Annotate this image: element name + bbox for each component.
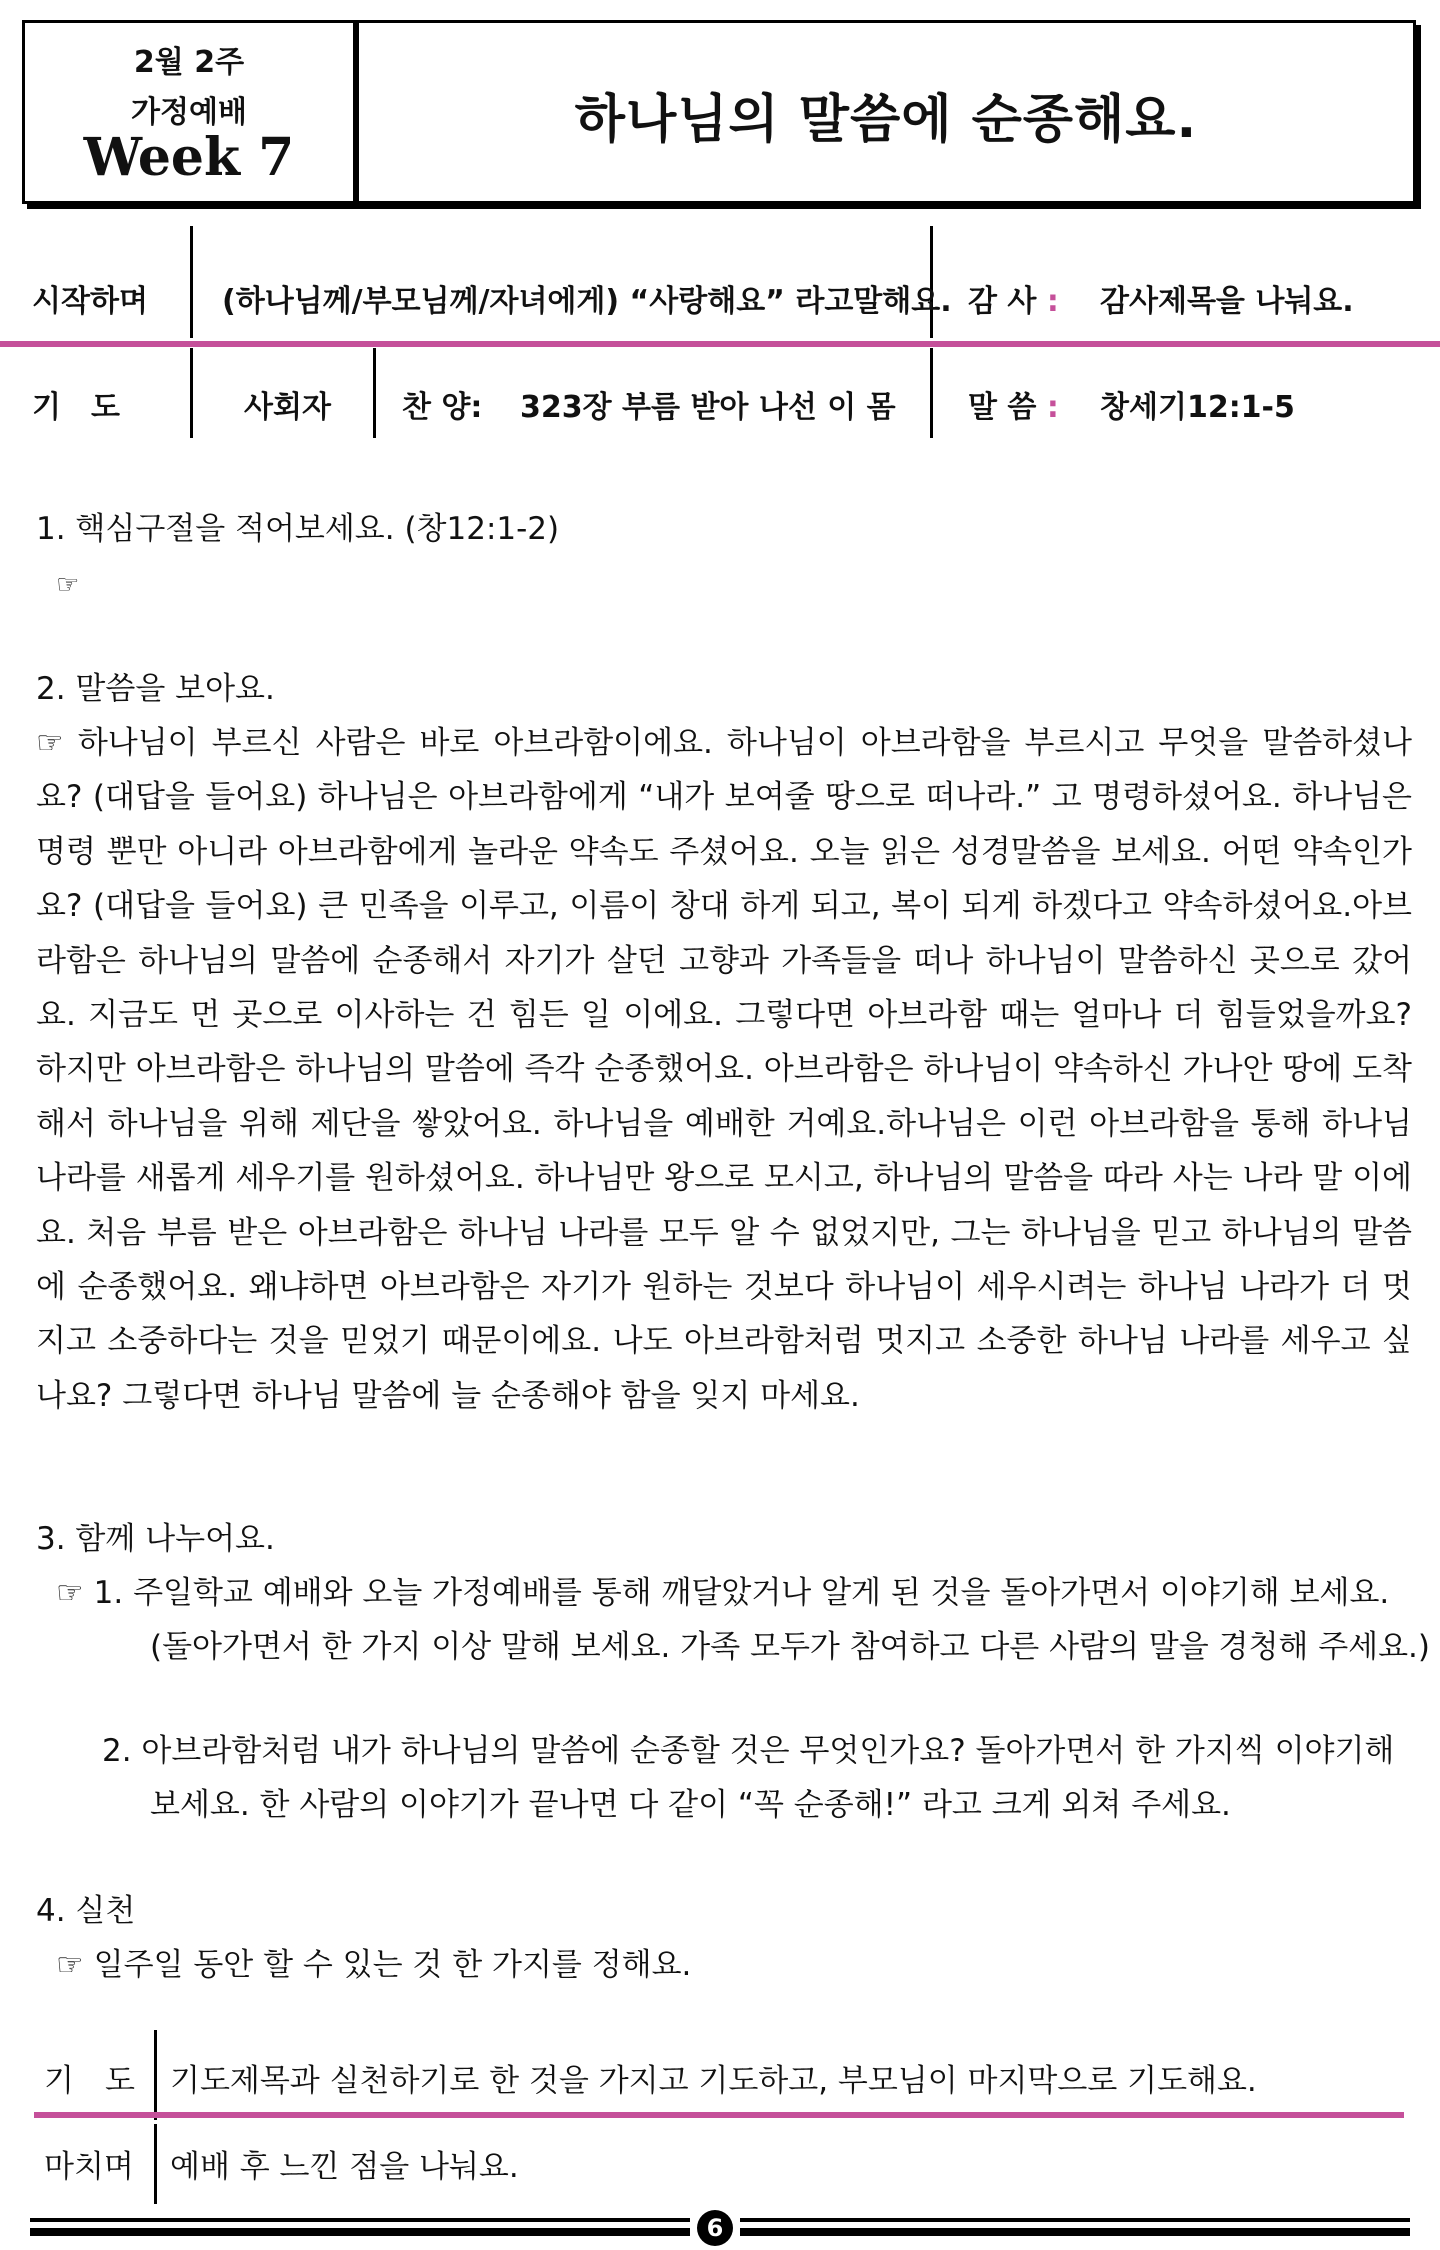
footer-rule	[740, 2228, 1410, 2236]
closing-row-divider	[34, 2112, 1404, 2118]
table-divider	[373, 348, 376, 438]
section-4-body: ☞ 일주일 동안 할 수 있는 것 한 가지를 정해요.	[56, 1947, 692, 1983]
word-label	[968, 382, 1059, 426]
row-divider	[0, 341, 1440, 347]
hymn-label: 찬 양:	[402, 390, 483, 425]
section-2-heading: 2. 말씀을 보아요.	[36, 671, 275, 707]
closing-end-label: 마치며	[44, 2149, 134, 2185]
prayer-label: 기 도	[32, 390, 120, 425]
section-4-heading: 4. 실천	[36, 1893, 136, 1929]
thanks-content: 감사제목을 나눠요.	[1100, 284, 1354, 319]
question-1-line-1: ☞ 1. 주일학교 예배와 오늘 가정예배를 통해 깨달았거나 알게 된 것을 돌아가면서 이야기해 보세요.	[56, 1575, 1390, 1611]
closing-divider	[154, 2030, 157, 2120]
table-divider	[190, 348, 193, 438]
thanks-label	[968, 276, 1059, 320]
week-date: 2월 2주	[133, 45, 245, 80]
word-colon: :	[1046, 390, 1059, 425]
hymn: 323장 부름 받아 나선 이 몸	[520, 390, 896, 425]
page-title: 하나님의 말씀에 순종해요.	[574, 90, 1198, 150]
footer-rule	[30, 2228, 690, 2236]
closing-end-text: 예배 후 느낀 점을 나눠요.	[170, 2149, 519, 2185]
table-divider	[930, 348, 933, 438]
closing-prayer-text: 기도제목과 실천하기로 한 것을 가지고 기도하고, 부모님이 마지막으로 기도해요.	[170, 2063, 1257, 2099]
thanks-colon: :	[1046, 284, 1059, 319]
leader: 사회자	[244, 390, 331, 425]
footer-rule	[740, 2218, 1410, 2222]
scripture-reference: 창세기12:1-5	[1100, 390, 1295, 425]
closing-divider	[154, 2124, 157, 2204]
table-divider	[190, 226, 193, 338]
word-label-text: 말 씀	[968, 390, 1037, 425]
start-label: 시작하며	[32, 284, 148, 319]
hand-pointer-icon: ☞	[56, 570, 80, 600]
question-1-line-2: (돌아가면서 한 가지 이상 말해 보세요. 가족 모두가 참여하고 다른 사람의 말을 경청해 주세요.)	[150, 1629, 1430, 1665]
section-1-heading: 1. 핵심구절을 적어보세요. (창12:1-2)	[36, 511, 560, 547]
thanks-label-text: 감 사	[968, 284, 1037, 319]
week-kind: 가정예배	[131, 95, 247, 130]
title-box	[356, 20, 1416, 204]
footer-rule	[30, 2218, 690, 2222]
start-content: (하나님께/부모님께/자녀에게) “사랑해요” 라고말해요.	[222, 284, 952, 319]
week-info-box	[22, 20, 356, 204]
question-2-line-2: 보세요. 한 사람의 이야기가 끝나면 다 같이 “꼭 순종해!” 라고 크게 외쳐 주세요.	[150, 1787, 1231, 1823]
page-number: 6	[697, 2210, 733, 2246]
section-2-body: ☞ 하나님이 부르신 사람은 바로 아브라함이에요. 하나님이 아브라함을 부르시고 무엇을 말씀하셨나요? (대답을 들어요) 하나님은 아브라함에게 “내가 보여줄 땅으로 떠나라.” 고 명령하셨어요. 하나님은 명령 뿐만 아니라 아브라함에게 놀라운 약속도 주셨어요. 오늘 읽은 성경말씀을 보세요. 어떤 약속인가요? (대답을 들어요) 큰 민족을 이루고, 이름이 창대 하게 되고, 복이 되게 하겠다고 약속하셨어요.아브라함은 하나님의 말씀에 순종해서 자기가 살던 고향과 가족들을 떠나 하나님이 말씀하신 곳으로 갔어요. 지금도 먼 곳으로 이사하는 건 힘든 일 이에요. 그렇다면 아브라함 때는 얼마나 더 힘들었을까요? 하지만 아브라함은 하나님의 말씀에 즉각 순종했어요. 아브라함은 하나님이 약속하신 가나안 땅에 도착해서 하나님을 위해 제단을 쌓았어요. 하나님을 예배한 거예요.하나님은 이런 아브라함을 통해 하나님 나라를 새롭게 세우기를 원하셨어요. 하나님만 왕으로 모시고, 하나님의 말씀을 따라 사는 나라 말 이에요. 처음 부름 받은 아브라함은 하나님 나라를 모두 알 수 없었지만, 그는 하나님을 믿고 하나님의 말씀에 순종했어요. 왜냐하면 아브라함은 자기가 원하는 것보다 하나님이 세우시려는 하나님 나라가 더 멋지고 소중하다는 것을 믿었기 때문이에요. 나도 아브라함처럼 멋지고 소중한 하나님 나라를 세우고 싶나요? 그렇다면 하나님 말씀에 늘 순종해야 함을 잊지 마세요.	[36, 725, 1412, 1414]
closing-prayer-label: 기 도	[44, 2063, 135, 2099]
section-3-heading: 3. 함께 나누어요.	[36, 1521, 275, 1557]
week-number: Week 7	[83, 127, 295, 188]
question-2-line-1: 2. 아브라함처럼 내가 하나님의 말씀에 순종할 것은 무엇인가요? 돌아가면서 한 가지씩 이야기해	[102, 1733, 1395, 1769]
